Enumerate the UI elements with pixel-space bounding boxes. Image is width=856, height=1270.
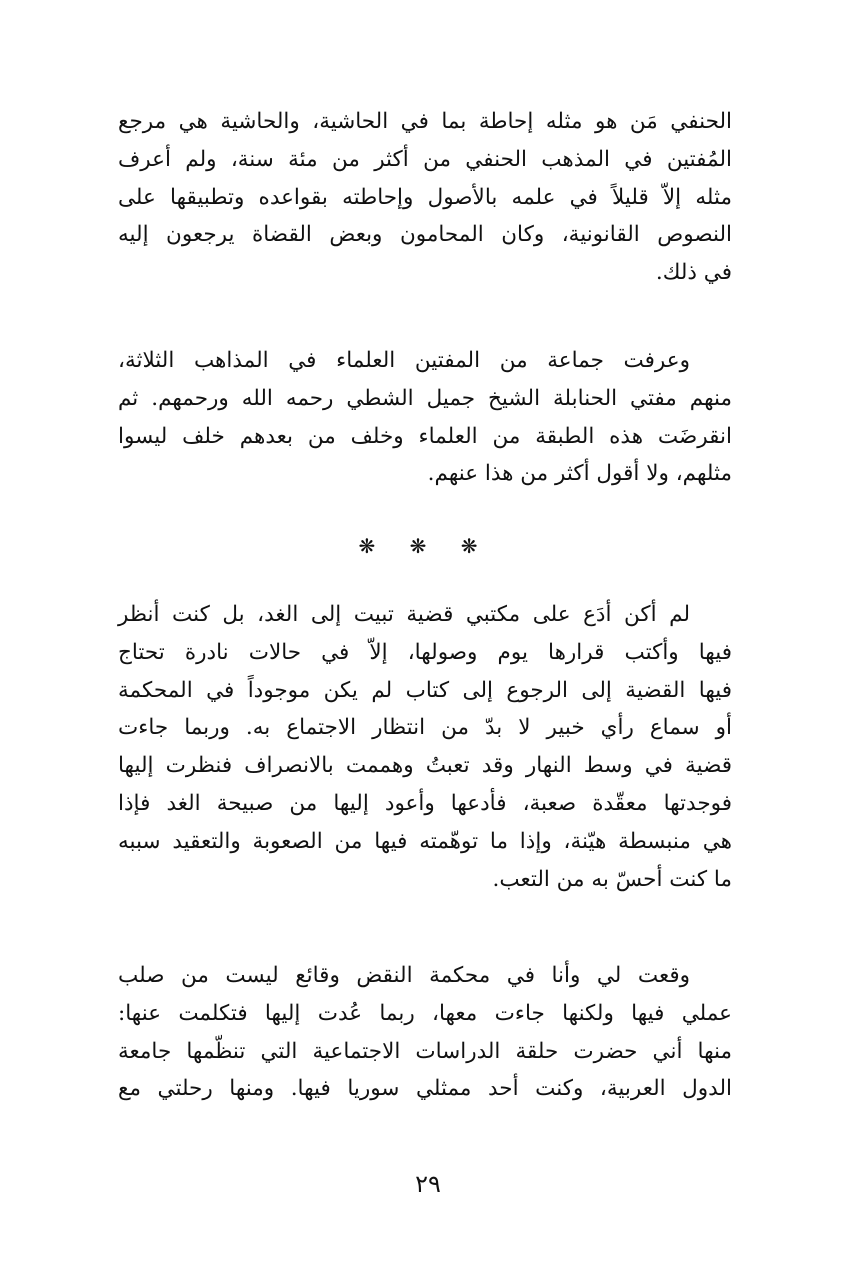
- text-line: وعرفت جماعة من المفتين العلماء في المذاهب الثلاثة،: [118, 348, 690, 373]
- text-line: أو سماع رأي خبير لا بدّ من انتظار الاجتماع به. وربما جاءت: [118, 715, 732, 741]
- text-line: فيها وأكتب قرارها يوم وصولها، إلاّ في حالات نادرة تحتاج: [118, 639, 732, 665]
- paragraph-3: [118, 596, 732, 898]
- paragraph-2: [118, 342, 732, 493]
- text-line: لم أكن أدَع على مكتبي قضية تبيت إلى الغد، بل كنت أنظر: [118, 602, 690, 627]
- paragraph-4: [118, 957, 732, 1108]
- text-line: قضية في وسط النهار وقد تعبتُ وهممت بالانصراف فنظرت إليها: [118, 753, 732, 779]
- text-line: مثلهم، ولا أقول أكثر من هذا عنهم.: [427, 461, 732, 487]
- text-line: فيها القضية إلى الرجوع إلى كتاب لم يكن موجوداً في المحكمة: [118, 677, 732, 703]
- text-line: النصوص القانونية، وكان المحامون وبعض القضاة يرجعون إليه: [118, 222, 732, 248]
- text-line: هي منبسطة هيّنة، وإذا ما توهّمته فيها من الصعوبة والتعقيد سببه: [118, 828, 732, 854]
- text-line: وقعت لي وأنا في محكمة النقض وقائع ليست من صلب: [118, 963, 690, 988]
- text-line: المُفتين في المذهب الحنفي من أكثر من مئة سنة، ولم أعرف: [118, 146, 732, 172]
- text-line: الحنفي مَن هو مثله إحاطة بما في الحاشية، والحاشية هي مرجع: [118, 109, 732, 134]
- paragraph-1: [118, 103, 732, 292]
- text-line: انقرضَت هذه الطبقة من العلماء وخلف من بعدهم خلف ليسوا: [118, 423, 732, 449]
- text-line: فوجدتها معقّدة صعبة، فأدعها وأعود إليها من صبيحة الغد فإذا: [118, 790, 732, 816]
- text-line: منها أني حضرت حلقة الدراسات الاجتماعية التي تنظّمها جامعة: [118, 1038, 732, 1064]
- text-line: عملي فيها ولكنها جاءت معها، ربما عُدت إليها فتكلمت عنها:: [118, 1000, 732, 1026]
- text-line: الدول العربية، وكنت أحد ممثلي سوريا فيها. ومنها رحلتي مع: [118, 1076, 732, 1102]
- text-line: في ذلك.: [655, 260, 732, 286]
- text-line: منهم مفتي الحنابلة الشيخ جميل الشطي رحمه الله ورحمهم. ثم: [118, 385, 732, 411]
- page-number: ٢٩: [415, 1170, 441, 1198]
- text-line: ما كنت أحسّ به من التعب.: [492, 866, 732, 892]
- section-separator: ❋ ❋ ❋: [358, 534, 492, 558]
- text-line: مثله إلاّ قليلاً في علمه بالأصول وإحاطته بقواعده وتطبيقها على: [118, 184, 732, 210]
